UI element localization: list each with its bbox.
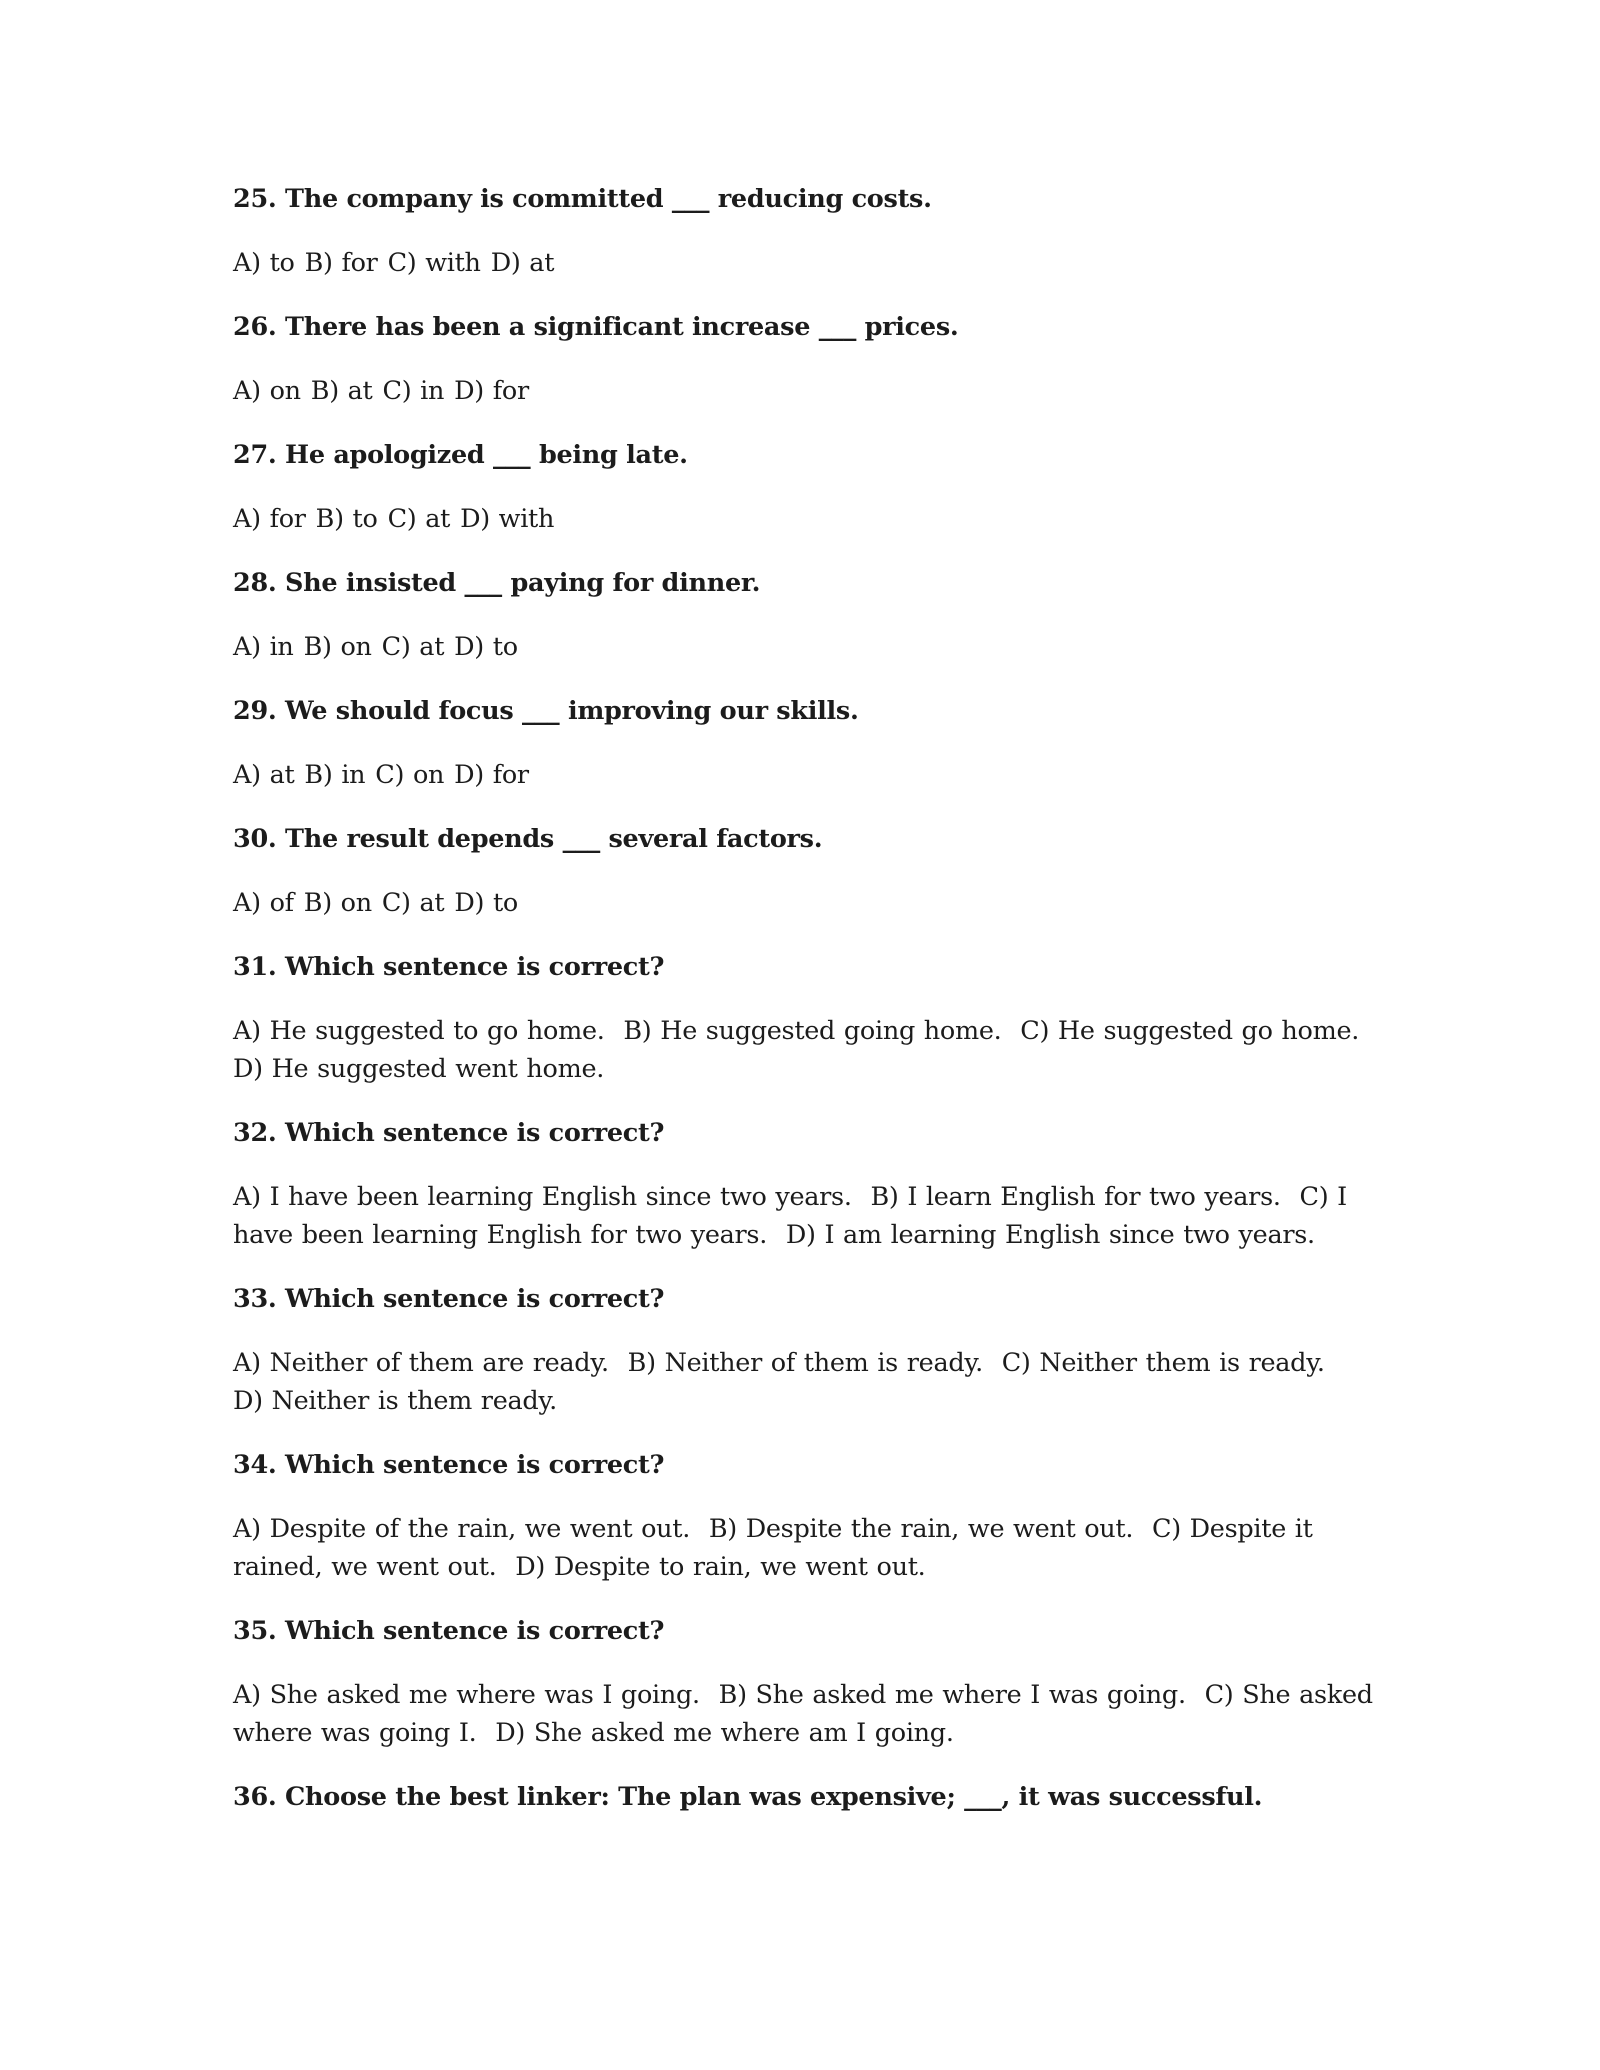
option-a: A) in <box>233 632 294 662</box>
option-c: C) at <box>387 504 451 534</box>
option-d: D) with <box>460 504 555 534</box>
question-text: 28. She insisted ___ paying for dinner. <box>233 568 761 598</box>
option-c: C) in <box>382 376 445 406</box>
option-c: C) Despite it rained, we went out. <box>233 1514 1313 1582</box>
option-a: A) Neither of them are ready. <box>233 1348 609 1378</box>
worksheet-page <box>233 180 1373 1842</box>
question-28 <box>233 564 1373 666</box>
option-a: A) She asked me where was I going. <box>233 1680 700 1710</box>
question-30 <box>233 820 1373 922</box>
option-b: B) for <box>304 248 378 278</box>
answer-options <box>233 884 1373 922</box>
option-b: B) to <box>315 504 378 534</box>
option-b: B) at <box>310 376 373 406</box>
question-text: 27. He apologized ___ being late. <box>233 440 688 470</box>
answer-options <box>233 500 1373 538</box>
option-c: C) on <box>375 760 445 790</box>
answer-options <box>233 1178 1373 1254</box>
question-25 <box>233 180 1373 282</box>
question-text: 29. We should focus ___ improving our skills. <box>233 696 859 726</box>
option-b: B) She asked me where I was going. <box>718 1680 1186 1710</box>
option-a: A) I have been learning English since two years. <box>233 1182 852 1212</box>
question-29 <box>233 692 1373 794</box>
question-text: 25. The company is committed ___ reducing costs. <box>233 184 932 214</box>
answer-options <box>233 756 1373 794</box>
question-36 <box>233 1778 1373 1816</box>
question-33 <box>233 1280 1373 1420</box>
option-c: C) Neither them is ready. <box>1001 1348 1325 1378</box>
option-d: D) Neither is them ready. <box>233 1386 557 1416</box>
question-text: 35. Which sentence is correct? <box>233 1616 665 1646</box>
question-text: 26. There has been a significant increase ___ prices. <box>233 312 959 342</box>
question-text: 36. Choose the best linker: The plan was expensive; ___, it was successful. <box>233 1782 1263 1812</box>
question-text: 33. Which sentence is correct? <box>233 1284 665 1314</box>
question-26 <box>233 308 1373 410</box>
option-a: A) at <box>233 760 295 790</box>
option-b: B) Despite the rain, we went out. <box>708 1514 1134 1544</box>
option-d: D) at <box>490 248 555 278</box>
question-text: 32. Which sentence is correct? <box>233 1118 665 1148</box>
option-c: C) with <box>387 248 481 278</box>
option-d: D) He suggested went home. <box>233 1054 605 1084</box>
option-d: D) I am learning English since two years. <box>785 1220 1315 1250</box>
question-34 <box>233 1446 1373 1586</box>
question-27 <box>233 436 1373 538</box>
answer-options <box>233 244 1373 282</box>
option-b: B) Neither of them is ready. <box>627 1348 983 1378</box>
question-text: 31. Which sentence is correct? <box>233 952 665 982</box>
answer-options <box>233 1344 1373 1420</box>
option-a: A) on <box>233 376 301 406</box>
option-a: A) Despite of the rain, we went out. <box>233 1514 691 1544</box>
option-c: C) I have been learning English for two years. <box>233 1182 1347 1250</box>
option-d: D) Despite to rain, we went out. <box>515 1552 926 1582</box>
question-text: 34. Which sentence is correct? <box>233 1450 665 1480</box>
option-a: A) to <box>233 248 295 278</box>
option-b: B) He suggested going home. <box>623 1016 1002 1046</box>
option-d: D) to <box>454 632 518 662</box>
option-d: D) She asked me where am I going. <box>495 1718 954 1748</box>
option-d: D) to <box>454 888 518 918</box>
option-c: C) at <box>381 632 445 662</box>
option-a: A) He suggested to go home. <box>233 1016 605 1046</box>
answer-options <box>233 1510 1373 1586</box>
option-c: C) at <box>381 888 445 918</box>
answer-options <box>233 628 1373 666</box>
option-b: B) in <box>304 760 366 790</box>
option-b: B) on <box>303 632 372 662</box>
question-35 <box>233 1612 1373 1752</box>
question-32 <box>233 1114 1373 1254</box>
option-a: A) of <box>233 888 294 918</box>
option-b: B) on <box>303 888 372 918</box>
option-c: C) She asked where was going I. <box>233 1680 1373 1748</box>
answer-options <box>233 1012 1373 1088</box>
question-31 <box>233 948 1373 1088</box>
option-c: C) He suggested go home. <box>1020 1016 1360 1046</box>
answer-options <box>233 372 1373 410</box>
option-d: D) for <box>454 760 529 790</box>
option-b: B) I learn English for two years. <box>870 1182 1281 1212</box>
answer-options <box>233 1676 1373 1752</box>
option-d: D) for <box>454 376 529 406</box>
option-a: A) for <box>233 504 306 534</box>
question-text: 30. The result depends ___ several factors. <box>233 824 823 854</box>
